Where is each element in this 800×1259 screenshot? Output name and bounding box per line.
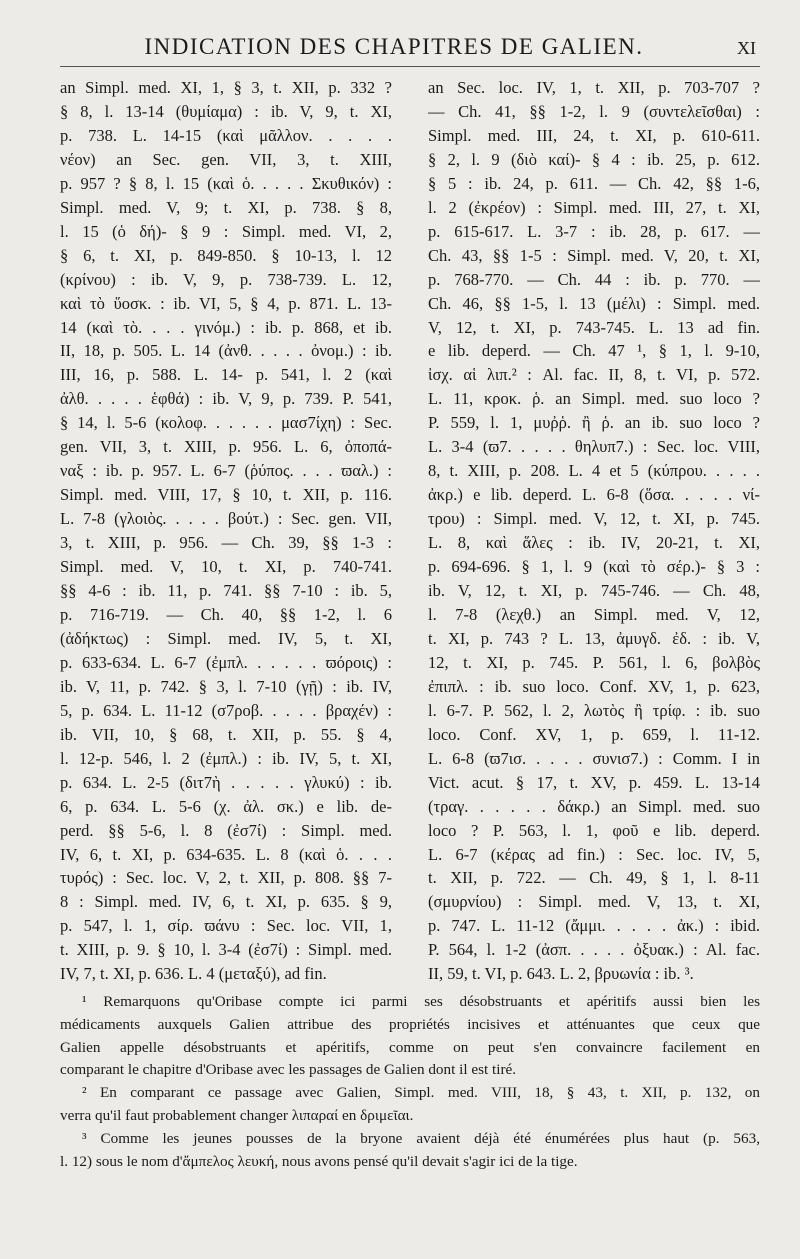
text-line: ἀκρ.) e lib. deperd. L. 6-8 (ὅσα. . . . . νί- [428, 485, 760, 505]
text-line: (τραγ. . . . . . δάκρ.) an Simpl. med. suo [428, 796, 760, 816]
text-line: t. XII, p. 722. — Ch. 49, § 1, l. 8-11 [428, 868, 760, 888]
footnote [60, 1128, 760, 1174]
footnote-line: comparant le chapitre d'Oribase avec les passages de Galien dont il est tiré. [60, 1061, 517, 1079]
text-line: § 14, l. 5-6 (κολοφ. . . . . . μασ7ίχη) : Sec. [60, 413, 392, 433]
text-line: II, 18, p. 505. L. 14 (ἀνθ. . . . . ὀνομ.) : ib. [60, 341, 392, 361]
text-line: L. 6-8 (ϖ7ισ. . . . . συνισ7.) : Comm. I in [428, 748, 760, 768]
text-line: p. 633-634. L. 6-7 (ἐμπλ. . . . . . ϖόροις) : [60, 652, 392, 672]
text-line: § 5 : ib. 24, p. 611. — Ch. 42, §§ 1-6, [428, 173, 760, 193]
text-line: l. 12-p. 546, l. 2 (ἐμπλ.) : ib. IV, 5, t. XI, [60, 748, 392, 768]
text-line: Simpl. med. V, 9; t. XI, p. 738. § 8, [60, 197, 392, 217]
text-line: L. 8, καὶ ἅλες : ib. IV, 20-21, t. XI, [428, 533, 760, 553]
text-line: τυρός) : Sec. loc. V, 2, t. XII, p. 808. §§ 7- [60, 868, 392, 888]
text-line: 5, p. 634. L. 11-12 (σ7ροβ. . . . . βραχέν) : [60, 700, 392, 720]
text-line: § 2, l. 9 (διὸ καί)- § 4 : ib. 25, p. 612. [428, 149, 760, 169]
text-line: l. 6-7. P. 562, l. 2, λωτὸς ἢ τρίφ. : ib. suo [428, 700, 760, 720]
text-line: 12, t. XI, p. 745. P. 561, l. 6, βολβὸς [428, 652, 760, 672]
text-line: IV, 7, t. XI, p. 636. L. 4 (μεταξύ), ad fin. [60, 964, 327, 984]
text-line: Simpl. med. III, 24, t. XI, p. 610-611. [428, 125, 760, 145]
text-line: νέον) an Sec. gen. VII, 3, t. XIII, [60, 149, 392, 169]
text-line: p. 747. L. 11-12 (ἄμμι. . . . . ἀκ.) : ibid. [428, 916, 760, 936]
text-line: — Ch. 41, §§ 1-2, l. 9 (συντελεῖσθαι) : [428, 101, 760, 121]
text-line: Simpl. med. V, 10, t. XI, p. 740-741. [60, 557, 392, 577]
text-line: 6, p. 634. L. 5-6 (χ. ἀλ. σκ.) e lib. de- [60, 796, 392, 816]
text-line: II, 59, t. VI, p. 643. L. 2, βρυωνία : ib. ³. [428, 964, 694, 984]
text-line: τρου) : Simpl. med. V, 12, t. XI, p. 745. [428, 509, 760, 529]
text-line: V, 12, t. XI, p. 743-745. L. 13 ad fin. [428, 317, 760, 337]
right-column [428, 75, 760, 985]
text-line: an Simpl. med. XI, 1, § 3, t. XII, p. 332 ? [60, 78, 392, 97]
text-line: l. 15 (ὁ δή)- § 9 : Simpl. med. VI, 2, [60, 221, 392, 241]
footnote [60, 1082, 760, 1128]
text-line: Simpl. med. VIII, 17, § 10, t. XII, p. 116. [60, 485, 392, 505]
text-line: §§ 4-6 : ib. 11, p. 741. §§ 7-10 : ib. 5, [60, 581, 392, 601]
text-line: Vict. acut. § 17, t. XV, p. 459. L. 13-14 [428, 772, 760, 792]
footnote-line: ³ Comme les jeunes pousses de la bryone avaient déjà été énumérées plus haut (p. 563, [82, 1129, 760, 1147]
text-line: p. 634. L. 2-5 (διτ7ὴ . . . . . γλυκύ) : ib. [60, 772, 392, 792]
text-line: loco ? P. 563, l. 1, φοῦ e lib. deperd. [428, 820, 760, 840]
text-line: L. 6-7 (κέρας ad fin.) : Sec. loc. IV, 5, [428, 844, 760, 864]
footnote [60, 991, 760, 1082]
text-line: 8 : Simpl. med. IV, 6, t. XI, p. 635. § 9, [60, 892, 392, 912]
text-line: p. 738. L. 14-15 (καὶ μᾶλλον. . . . . [60, 125, 392, 145]
text-line: καὶ τὸ ὕοσκ. : ib. VI, 5, § 4, p. 871. L. 13- [60, 293, 392, 313]
footnote-line: l. 12) sous le nom d'ἄμπελος λευκή, nous avons pensé qu'il devait s'agir ici de la tige. [60, 1152, 578, 1170]
text-line: L. 11, κροκ. ῥ. an Simpl. med. suo loco ? [428, 389, 760, 409]
text-line: IV, 6, t. XI, p. 634-635. L. 8 (καὶ ὁ. . . . [60, 844, 392, 864]
left-column [60, 75, 392, 985]
text-line: p. 768-770. — Ch. 44 : ib. p. 770. — [428, 269, 760, 289]
text-line: l. 2 (ἐκρέον) : Simpl. med. III, 27, t. XI, [428, 197, 760, 217]
text-line: ἐπιπλ. : ib. suo loco. Conf. XV, 1, p. 623, [428, 676, 760, 696]
text-line: 8, t. XIII, p. 208. L. 4 et 5 (κύπρου. . . . . [428, 461, 760, 481]
text-line: § 8, l. 13-14 (θυμίαμα) : ib. V, 9, t. XI, [60, 101, 392, 121]
text-line: (ἀδήκτως) : Simpl. med. IV, 5, t. XI, [60, 628, 392, 648]
text-line: an Sec. loc. IV, 1, t. XII, p. 703-707 ? [428, 78, 760, 97]
text-line: p. 957 ? § 8, l. 15 (καὶ ὁ. . . . . Σκυθικόν) : [60, 173, 392, 193]
text-line: t. XIII, p. 9. § 10, l. 3-4 (ἐσ7ί) : Simpl. med. [60, 940, 392, 960]
text-line: p. 615-617. L. 3-7 : ib. 28, p. 617. — [428, 221, 760, 241]
text-line: p. 694-696. § 1, l. 9 (καὶ τὸ σέρ.)- § 3 : [428, 557, 760, 577]
text-line: loco. Conf. XV, 1, p. 659, l. 11-12. [428, 724, 760, 744]
text-line: ib. V, 12, t. XI, p. 745-746. — Ch. 48, [428, 581, 760, 601]
text-line: ib. V, 11, p. 742. § 3, l. 7-10 (γῇ) : ib. IV, [60, 676, 392, 696]
text-line: ἀλθ. . . . . ἑφθά) : ib. V, 9, p. 739. P. 541, [60, 389, 392, 409]
text-line: (κρίνου) : ib. V, 9, p. 738-739. L. 12, [60, 269, 392, 289]
page-header [60, 30, 760, 67]
text-line: ἰσχ. αἱ λιπ.² : Al. fac. II, 8, t. VI, p. 572. [428, 365, 760, 385]
page-number: XI [737, 38, 756, 58]
running-title: INDICATION DES CHAPITRES DE GALIEN. [144, 34, 644, 59]
footnote-line: ² En comparant ce passage avec Galien, Simpl. med. VIII, 18, § 43, t. XII, p. 132, on [82, 1084, 760, 1102]
footnote-line: ¹ Remarquons qu'Oribase compte ici parmi ses désobstruants et apéritifs aussi bien les [82, 993, 760, 1010]
text-line: Ch. 43, §§ 1-5 : Simpl. med. V, 20, t. XI, [428, 245, 760, 265]
text-line: L. 3-4 (ϖ7. . . . . θηλυπ7.) : Sec. loc. VIII, [428, 437, 760, 457]
text-line: perd. §§ 5-6, l. 8 (ἐσ7ί) : Simpl. med. [60, 820, 392, 840]
text-line: L. 7-8 (γλοιὸς. . . . . βούτ.) : Sec. gen. VII, [60, 509, 392, 529]
text-line: P. 564, l. 1-2 (ἀσπ. . . . . ὀξυακ.) : Al. fac. [428, 940, 760, 960]
text-line: III, 16, p. 588. L. 14- p. 541, l. 2 (καὶ [60, 365, 392, 385]
text-line: e lib. deperd. — Ch. 47 ¹, § 1, l. 9-10, [428, 341, 760, 361]
text-line: 14 (καὶ τὸ. . . . γινόμ.) : ib. p. 868, et ib. [60, 317, 392, 337]
text-line: p. 547, l. 1, σίρ. ϖάνυ : Sec. loc. VII, 1, [60, 916, 392, 936]
text-columns [60, 75, 760, 985]
text-line: (σμυρνίου) : Simpl. med. V, 13, t. XI, [428, 892, 760, 912]
footnotes [60, 991, 760, 1173]
text-line: t. XI, p. 743 ? L. 13, ἀμυγδ. ἐδ. : ib. V, [428, 628, 760, 648]
text-line: P. 559, l. 1, μυῤῥ. ἢ ῥ. an ib. suo loco ? [428, 413, 760, 433]
text-line: 3, t. XIII, p. 956. — Ch. 39, §§ 1-3 : [60, 533, 392, 553]
text-line: ib. VII, 10, § 68, t. XII, p. 55. § 4, [60, 724, 392, 744]
text-line: ναξ : ib. p. 957. L. 6-7 (ῥύπος. . . . ϖαλ.) : [60, 461, 392, 481]
text-line: l. 7-8 (λεχθ.) an Simpl. med. V, 12, [428, 604, 760, 624]
footnote-line: médicaments auxquels Galien attribue des propriétés incisives et atténuantes que ceux que [60, 1015, 760, 1033]
text-line: p. 716-719. — Ch. 40, §§ 1-2, l. 6 [60, 604, 392, 624]
footnote-line: Galien appelle désobstruants et apéritifs, comme on peut s'en convaincre facilement en [60, 1038, 760, 1056]
text-line: § 6, t. XI, p. 849-850. § 10-13, l. 12 [60, 245, 392, 265]
footnote-line: verra qu'il faut probablement changer λιπαραί en δριμεῖαι. [60, 1106, 414, 1124]
text-line: Ch. 46, §§ 1-5, l. 13 (μέλι) : Simpl. med. [428, 293, 760, 313]
text-line: gen. VII, 3, t. XIII, p. 956. L. 6, ὀποπά- [60, 437, 392, 457]
